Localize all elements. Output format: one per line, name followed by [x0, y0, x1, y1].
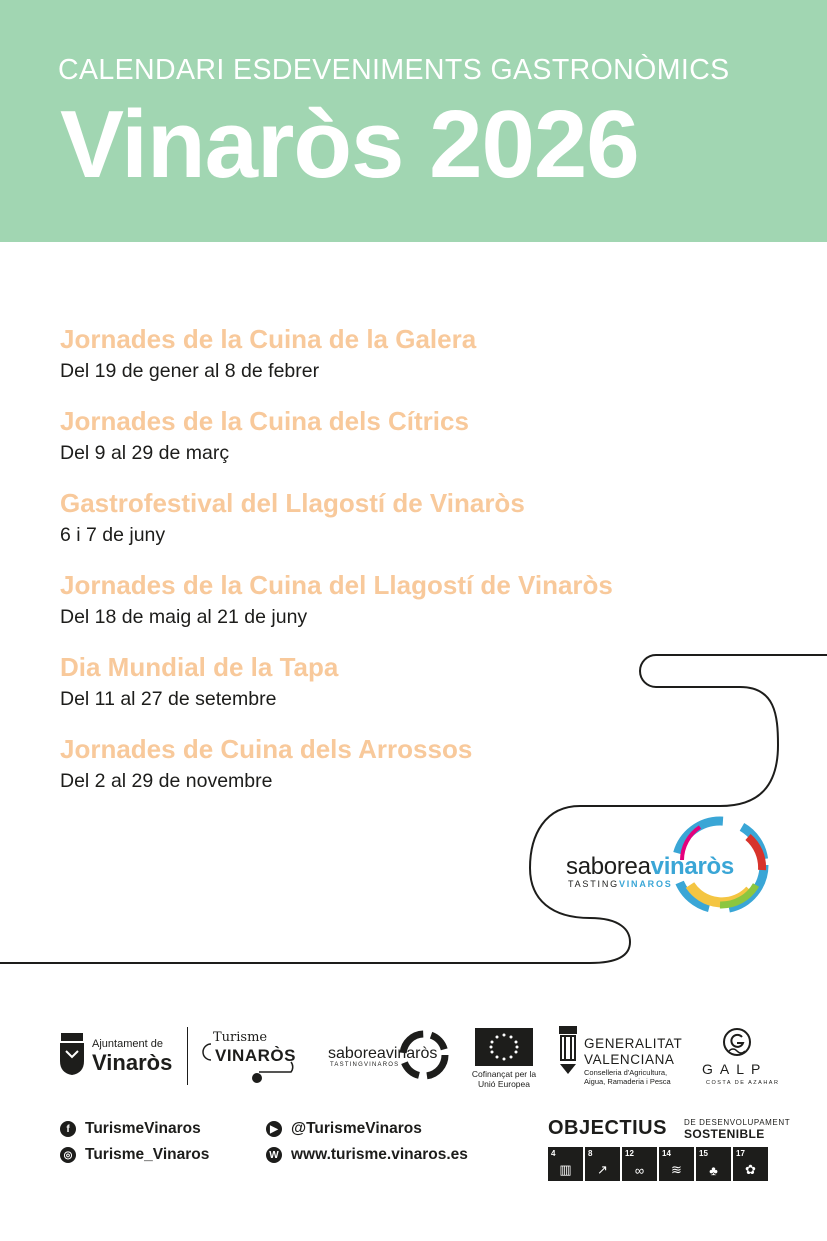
ods-goal-tile: 14 ≋: [659, 1147, 694, 1181]
ods-subtitle-1: DE DESENVOLUPAMENT: [684, 1118, 791, 1127]
event-name: Dia Mundial de la Tapa: [60, 652, 339, 682]
ods-goal-tile: 15 ♣: [696, 1147, 731, 1181]
event-item: [60, 486, 700, 568]
youtube-handle: @TurismeVinaros: [291, 1120, 422, 1137]
saborea-logo-subtext: TASTINGVINAROS: [568, 879, 673, 889]
ods-goal-tile: 8 ↗: [585, 1147, 620, 1181]
event-name: Jornades de la Cuina de la Galera: [60, 324, 477, 354]
event-date: Del 18 de maig al 21 de juny: [60, 606, 308, 628]
event-item: [60, 404, 700, 486]
ods-goal-tile: 12 ∞: [622, 1147, 657, 1181]
generalitat-line2: VALENCIANA: [584, 1052, 675, 1067]
ajuntament-crest-logo: [58, 1033, 86, 1075]
facebook-handle: TurismeVinaros: [85, 1120, 201, 1137]
fish-icon: ≋: [671, 1162, 682, 1177]
galp-logo-icon: [722, 1027, 752, 1057]
ods-subtitle-2: SOSTENIBLE: [684, 1127, 765, 1141]
infinity-icon: ∞: [634, 1163, 645, 1178]
ods-goals: [548, 1147, 768, 1181]
web-icon: W: [266, 1147, 282, 1163]
generalitat-line3: Conselleria d'Agricultura, Aigua, Ramaderia i Pesca: [584, 1068, 671, 1086]
event-date: Del 2 al 29 de novembre: [60, 770, 273, 792]
eu-flag-icon: [475, 1028, 533, 1066]
generalitat-line1: GENERALITAT: [584, 1036, 683, 1051]
book-icon: ▥: [559, 1162, 572, 1177]
instagram-link[interactable]: [60, 1146, 209, 1164]
event-item: [60, 568, 700, 650]
event-item: [60, 322, 700, 404]
eu-caption: Cofinançat per la Unió Europea: [471, 1069, 537, 1089]
website-url: www.turisme.vinaros.es: [291, 1146, 468, 1163]
header-title: Vinaròs 2026: [60, 91, 639, 198]
saborea-logo-text: saboreavinaròs: [566, 853, 734, 880]
event-item: [60, 650, 700, 732]
youtube-icon: ▶: [266, 1121, 282, 1137]
instagram-icon: ◎: [60, 1147, 76, 1163]
ods-title: OBJECTIUS: [548, 1117, 667, 1139]
ods-goal-tile: 4 ▥: [548, 1147, 583, 1181]
turisme-logo-small: Turisme: [213, 1030, 268, 1045]
turisme-logo-big: VINARÒS: [215, 1046, 296, 1065]
ajuntament-logo-big: Vinaròs: [92, 1050, 173, 1075]
event-name: Jornades de Cuina dels Arrossos: [60, 734, 473, 764]
youtube-link[interactable]: [266, 1120, 422, 1138]
event-name: Gastrofestival del Llagostí de Vinaròs: [60, 488, 525, 518]
galp-sub: COSTA DE AZAHAR: [706, 1080, 780, 1086]
galp-name: GALP: [702, 1061, 768, 1077]
facebook-icon: f: [60, 1121, 76, 1137]
event-item: [60, 732, 700, 814]
saborea-small-logo: saboreavinaròs: [328, 1045, 438, 1062]
header-subtitle: CALENDARI ESDEVENIMENTS GASTRONÒMICS: [58, 54, 730, 86]
growth-chart-icon: ↗: [597, 1162, 608, 1177]
website-link[interactable]: [266, 1146, 468, 1164]
event-date: 6 i 7 de juny: [60, 524, 166, 546]
saborea-small-logo-sub: TASTINGVINAROS: [330, 1062, 400, 1068]
generalitat-crest-icon: [556, 1026, 580, 1076]
ajuntament-logo-small: Ajuntament de: [92, 1038, 163, 1050]
instagram-handle: Turisme_Vinaros: [85, 1146, 210, 1163]
facebook-link[interactable]: [60, 1120, 201, 1138]
events-list: [60, 322, 700, 814]
event-date: Del 11 al 27 de setembre: [60, 688, 277, 710]
event-date: Del 19 de gener al 8 de febrer: [60, 360, 320, 382]
ods-goal-tile: 17 ✿: [733, 1147, 768, 1181]
event-name: Jornades de la Cuina dels Cítrics: [60, 406, 469, 436]
logo-divider: [187, 1027, 188, 1085]
event-date: Del 9 al 29 de març: [60, 442, 230, 464]
event-name: Jornades de la Cuina del Llagostí de Vinaròs: [60, 570, 613, 600]
flower-icon: ✿: [745, 1162, 756, 1177]
tree-icon: ♣: [709, 1163, 718, 1178]
